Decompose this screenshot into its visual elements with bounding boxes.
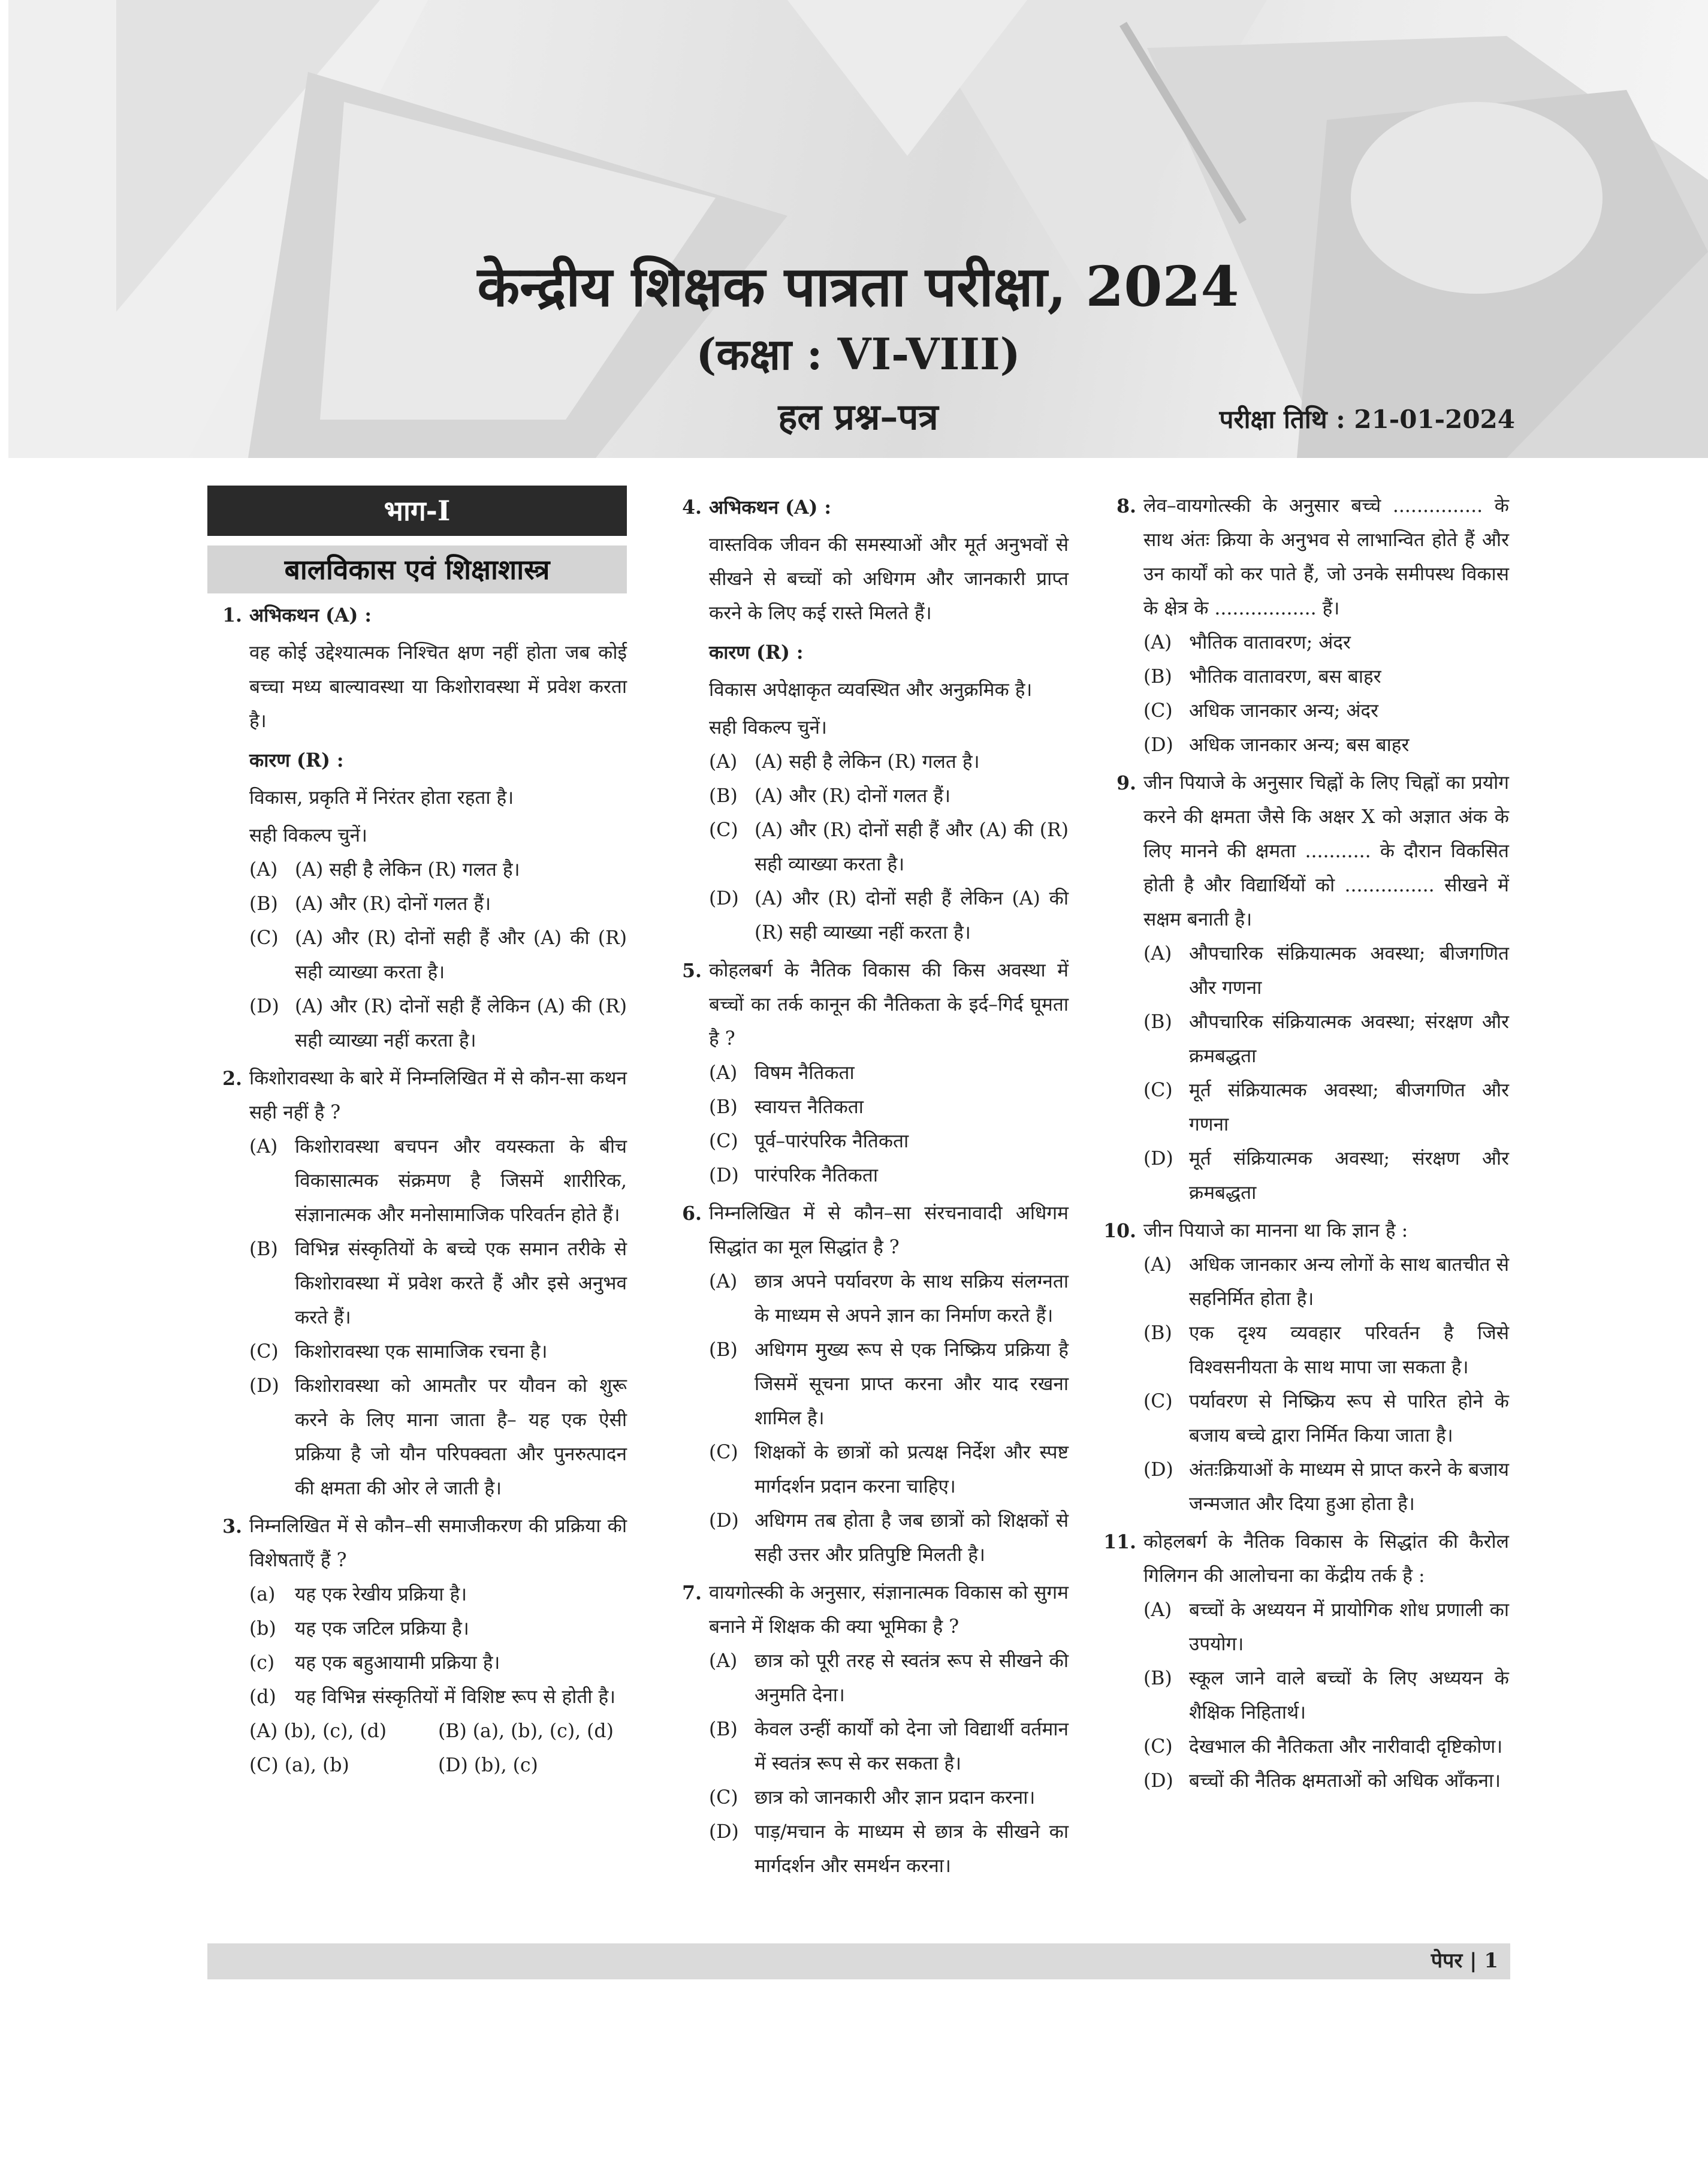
question-text: वायगोत्स्की के अनुसार, संज्ञानात्मक विकास को सुगम बनाने में शिक्षक की क्या भूमिका है ?	[709, 1582, 1069, 1638]
option: (A) बच्चों के अध्ययन में प्रायोगिक शोध प्रणाली का उपयोग।	[1143, 1599, 1509, 1655]
question-text: किशोरावस्था के बारे में निम्नलिखित में से कौन-सा कथन सही नहीं है ?	[249, 1068, 627, 1123]
option: (C) किशोरावस्था एक सामाजिक रचना है।	[249, 1341, 548, 1363]
choose-instruction: सही विकल्प चुनें।	[249, 825, 367, 846]
class-subtitle: (कक्षा : VI-VIII)	[696, 328, 1021, 379]
option: (C) पर्यावरण से निष्क्रिय रूप से पारित होने के बजाय बच्चे द्वारा निर्मित किया जाता है।	[1143, 1391, 1509, 1446]
option-row	[249, 1714, 627, 1749]
option: (D) मूर्त संक्रियात्मक अवस्था; संरक्षण और क्रमबद्धता	[1143, 1148, 1509, 1204]
question-10	[1102, 1214, 1509, 1521]
option: (B) औपचारिक संक्रियात्मक अवस्था; संरक्षण और क्रमबद्धता	[1143, 1011, 1509, 1067]
option: (A) छात्र अपने पर्यावरण के साथ सक्रिय संलग्नता के माध्यम से अपने ज्ञान का निर्माण करते हैं।	[709, 1271, 1069, 1327]
question-11	[1102, 1525, 1509, 1798]
statement: (a) यह एक रेखीय प्रक्रिया है।	[249, 1584, 467, 1605]
option: (A) (A) सही है लेकिन (R) गलत है।	[709, 751, 980, 773]
question-8	[1102, 489, 1509, 762]
assertion-label: अभिकथन (A) :	[249, 604, 372, 626]
option-row	[249, 1749, 627, 1783]
question-number: 10.	[1103, 1220, 1136, 1242]
question-text: लेव–वायगोत्स्की के अनुसार बच्चे ............... के साथ अंतः क्रिया के अनुभव से लाभान्वित होते हैं और उन कार्यों को कर पाते हैं, जो उनके समीपस्थ विकास के क्षेत्र के ................. हैं।	[1143, 495, 1509, 619]
assertion-text: वह कोई उद्देश्यात्मक निश्चित क्षण नहीं होता जब कोई बच्चा मध्य बाल्यावस्था या किशोरावस्था में प्रवेश करता है।	[249, 642, 627, 732]
statement: (c) यह एक बहुआयामी प्रक्रिया है।	[249, 1652, 500, 1674]
option: (D) अधिगम तब होता है जब छात्रों को शिक्षकों से सही उत्तर और प्रतिपुष्टि मिलती है।	[709, 1510, 1069, 1566]
question-text: जीन पियाजे का मानना था कि ज्ञान है :	[1143, 1220, 1408, 1241]
question-number: 2.	[222, 1068, 242, 1090]
exam-date: परीक्षा तिथि : 21-01-2024	[1219, 405, 1515, 434]
reason-label: कारण (R) :	[709, 641, 804, 664]
option: (D) (A) और (R) दोनों सही हैं लेकिन (A) की (R) सही व्याख्या नहीं करता है।	[249, 996, 627, 1051]
choose-instruction: सही विकल्प चुनें।	[709, 717, 827, 739]
option: (B) विभिन्न संस्कृतियों के बच्चे एक समान तरीके से किशोरावस्था में प्रवेश करते हैं और इसे अनुभव करते हैं।	[249, 1238, 627, 1328]
question-text: निम्नलिखित में से कौन–सी समाजीकरण की प्रक्रिया की विशेषताएँ हैं ?	[249, 1515, 627, 1571]
question-text: कोहलबर्ग के नैतिक विकास की किस अवस्था में बच्चों का तर्क कानून की नैतिकता के इर्द–गिर्द घूमता है ?	[709, 960, 1069, 1050]
option: (A) भौतिक वातावरण; अंदर	[1143, 632, 1351, 653]
option: (D) किशोरावस्था को आमतौर पर यौवन को शुरू करने के लिए माना जाता है– यह एक ऐसी प्रक्रिया है जो यौन परिपक्वता और पुनरुत्पादन की क्षमता की ओर ले जाती है।	[249, 1375, 627, 1499]
question-number: 9.	[1116, 772, 1136, 794]
option: (A) (A) सही है लेकिन (R) गलत है।	[249, 859, 520, 881]
question-4	[667, 490, 1069, 950]
question-number: 4.	[682, 496, 702, 519]
question-number: 3.	[222, 1515, 242, 1538]
footer-separator: |	[1469, 1949, 1477, 1973]
question-2	[207, 1062, 627, 1506]
paper-label: पेपर	[1431, 1949, 1463, 1973]
assertion-text: वास्तविक जीवन की समस्याओं और मूर्त अनुभवों से सीखने से बच्चों को अधिगम और जानकारी प्राप्त करने के लिए कई रास्ते मिलते हैं।	[709, 534, 1069, 624]
option: (A) छात्र को पूरी तरह से स्वतंत्र रूप से सीखने की अनुमति देना।	[709, 1650, 1069, 1706]
question-text: कोहलबर्ग के नैतिक विकास के सिद्धांत की कैरोल गिलिगन की आलोचना का केंद्रीय तर्क है :	[1143, 1531, 1509, 1587]
option: (C) देखभाल की नैतिकता और नारीवादी दृष्टिकोण।	[1143, 1736, 1503, 1758]
page-number: 1	[1484, 1949, 1498, 1973]
option: (C) (a), (b)	[249, 1755, 349, 1776]
option: (D) (A) और (R) दोनों सही हैं लेकिन (A) की (R) सही व्याख्या नहीं करता है।	[709, 888, 1069, 944]
option: (A) विषम नैतिकता	[709, 1062, 855, 1084]
reason-text: विकास अपेक्षाकृत व्यवस्थित और अनुक्रमिक है।	[709, 679, 1033, 701]
question-7	[667, 1576, 1069, 1883]
banner-background-art	[8, 0, 1708, 458]
option: (D) (b), (c)	[438, 1755, 538, 1776]
question-number: 7.	[682, 1582, 702, 1604]
question-text: जीन पियाजे के अनुसार चिह्नों के लिए चिह्नों का प्रयोग करने की क्षमता जैसे कि अक्षर X को अज्ञात अंक के लिए मानने की क्षमता ........... के दौरान विकसित होती है और विद्यार्थियों को ............... सीखने में सक्षम बनाती है।	[1143, 772, 1509, 930]
statement: (b) यह एक जटिल प्रक्रिया है।	[249, 1618, 469, 1639]
option: (B) अधिगम मुख्य रूप से एक निष्क्रिय प्रक्रिया है जिसमें सूचना प्राप्त करना और याद रखना शामिल है।	[709, 1339, 1069, 1429]
reason-text: विकास, प्रकृति में निरंतर होता रहता है।	[249, 787, 514, 809]
option: (D) पारंपरिक नैतिकता	[709, 1165, 878, 1186]
option: (A) अधिक जानकार अन्य लोगों के साथ बातचीत से सहनिर्मित होता है।	[1143, 1254, 1509, 1310]
option: (C) अधिक जानकार अन्य; अंदर	[1143, 700, 1378, 722]
subject-heading: बालविकास एवं शिक्षाशास्त्र	[207, 545, 627, 593]
question-number: 11.	[1103, 1531, 1136, 1553]
statement: (d) यह विभिन्न संस्कृतियों में विशिष्ट रूप से होती है।	[249, 1686, 616, 1708]
option: (B) (a), (b), (c), (d)	[438, 1720, 614, 1742]
question-number: 6.	[682, 1202, 702, 1225]
question-number: 5.	[682, 960, 702, 982]
column-1	[207, 486, 627, 1783]
option: (B) केवल उन्हीं कार्यों को देना जो विद्यार्थी वर्तमान में स्वतंत्र रूप से कर सकता है।	[709, 1719, 1069, 1774]
header-banner	[8, 0, 1708, 458]
page-title: केन्द्रीय शिक्षक पात्रता परीक्षा, 2024	[477, 254, 1239, 319]
page-footer	[207, 1943, 1510, 1979]
option: (B) स्कूल जाने वाले बच्चों के लिए अध्ययन के शैक्षिक निहितार्थ।	[1143, 1668, 1509, 1723]
page-number-label	[1431, 1946, 1498, 1973]
column-2	[667, 486, 1069, 1883]
option: (C) शिक्षकों के छात्रों को प्रत्यक्ष निर्देश और स्पष्ट मार्गदर्शन प्रदान करना चाहिए।	[709, 1442, 1069, 1497]
option: (C) (A) और (R) दोनों सही हैं और (A) की (R) सही व्याख्या करता है।	[249, 927, 627, 983]
assertion-label: अभिकथन (A) :	[709, 496, 831, 519]
option: (C) (A) और (R) दोनों सही हैं और (A) की (R) सही व्याख्या करता है।	[709, 819, 1069, 875]
option: (D) अधिक जानकार अन्य; बस बाहर	[1143, 734, 1410, 756]
part-heading: भाग-I	[207, 486, 627, 536]
question-3	[207, 1509, 627, 1783]
option: (B) (A) और (R) दोनों गलत हैं।	[249, 893, 491, 915]
option: (B) स्वायत्त नैतिकता	[709, 1096, 864, 1118]
option: (B) (A) और (R) दोनों गलत हैं।	[709, 785, 951, 807]
option: (A) किशोरावस्था बचपन और वयस्कता के बीच विकासात्मक संक्रमण है जिसमें शारीरिक, संज्ञानात्मक और मनोसामाजिक परिवर्तन होते हैं।	[249, 1136, 627, 1226]
question-number: 8.	[1116, 495, 1136, 517]
option: (C) पूर्व–पारंपरिक नैतिकता	[709, 1131, 909, 1152]
question-text: निम्नलिखित में से कौन–सा संरचनावादी अधिगम सिद्धांत का मूल सिद्धांत है ?	[709, 1202, 1069, 1258]
question-1	[207, 598, 627, 1058]
reason-label: कारण (R) :	[249, 749, 344, 771]
option: (C) मूर्त संक्रियात्मक अवस्था; बीजगणित और गणना	[1143, 1080, 1509, 1135]
option: (B) एक दृश्य व्यवहार परिवर्तन है जिसे विश्वसनीयता के साथ मापा जा सकता है।	[1143, 1322, 1509, 1378]
option: (A) औपचारिक संक्रियात्मक अवस्था; बीजगणित और गणना	[1143, 943, 1509, 999]
option: (B) भौतिक वातावरण, बस बाहर	[1143, 666, 1381, 688]
option: (A) (b), (c), (d)	[249, 1720, 387, 1742]
question-5	[667, 954, 1069, 1193]
question-6	[667, 1196, 1069, 1572]
question-number: 1.	[222, 604, 242, 626]
column-3	[1102, 486, 1509, 1798]
option: (C) छात्र को जानकारी और ज्ञान प्रदान करना।	[709, 1787, 1036, 1809]
option: (D) पाड़/मचान के माध्यम से छात्र के सीखने का मार्गदर्शन और समर्थन करना।	[709, 1821, 1069, 1877]
option: (D) अंतःक्रियाओं के माध्यम से प्राप्त करने के बजाय जन्मजात और दिया हुआ होता है।	[1143, 1459, 1509, 1515]
question-9	[1102, 766, 1509, 1210]
solved-paper-label: हल प्रश्न–पत्र	[778, 396, 939, 438]
option: (D) बच्चों की नैतिक क्षमताओं को अधिक आँकना।	[1143, 1770, 1501, 1792]
